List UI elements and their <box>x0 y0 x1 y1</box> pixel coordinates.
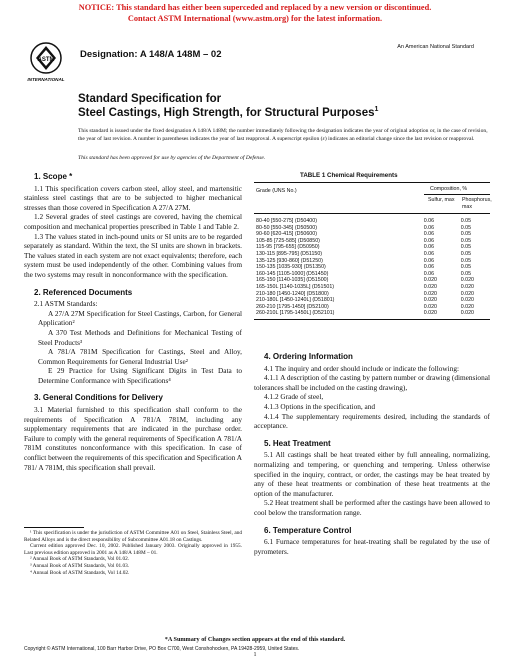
phosphorus-cell: 0.05 <box>460 250 472 257</box>
para-4-1-4: 4.1.4 The supplementary requirements desired, including the standards of acceptance. <box>254 411 490 431</box>
table-1-body <box>254 218 490 317</box>
para-6-1: 6.1 Furnace temperatures for heat-treating shall be regulated by the use of pyrometers. <box>254 537 490 556</box>
table-row <box>254 264 490 271</box>
section-6-heading: 6. Temperature Control <box>264 525 352 535</box>
section-3-heading: 3. General Conditions for Delivery <box>34 393 163 403</box>
sulfur-cell: 0.020 <box>423 283 437 290</box>
phosphorus-cell: 0.05 <box>460 244 472 251</box>
phosphorus-cell: 0.020 <box>460 290 475 297</box>
grade-cell: 130-115 [895-795] (D51150) <box>256 250 323 257</box>
section-2-heading: 2. Referenced Documents <box>34 287 133 297</box>
sulfur-cell: 0.06 <box>423 244 435 251</box>
table-row <box>254 291 490 298</box>
grade-cell: 160-145 [1105-1000] (D51450) <box>256 270 329 277</box>
approved-note: This standard has been approved for use by agencies of the Department of Defense. <box>78 155 266 161</box>
ref-a370: A 370 Test Methods and Definitions for Mechanical Testing of Steel Products³ <box>38 327 242 347</box>
col-grade: Grade (UNS No.) <box>256 188 297 194</box>
col-composition: Composition, % <box>430 186 468 192</box>
table-row <box>254 277 490 284</box>
footnote-1: ¹ This specification is under the jurisdiction of ASTM Committee A01 on Steel, Stainless Steel, and Related Alloys and is the direct responsibility of Subcommittee A01.18 on Castings. <box>24 530 242 543</box>
grade-cell: 165-150 [1140-1035] (D51500) <box>256 277 329 284</box>
phosphorus-cell: 0.020 <box>460 310 475 317</box>
footnote-rule <box>24 527 84 528</box>
para-1-2: 1.2 Several grades of steel castings are covered, having the chemical composition and mechanical properties prescribed in Table 1 and Table 2. <box>24 212 242 231</box>
table-1-header <box>254 183 490 213</box>
para-4-1: 4.1 The inquiry and order should include or indicate the following: <box>264 363 460 373</box>
table-row <box>254 271 490 278</box>
sulfur-cell: 0.06 <box>423 231 435 238</box>
sulfur-cell: 0.06 <box>423 270 435 277</box>
notice-line-2: Contact ASTM International (www.astm.org) for the latest information. <box>127 14 383 23</box>
table-row <box>254 304 490 311</box>
notice-line-1: NOTICE: This standard has either been superceded and replaced by a new version or discontinued. <box>78 3 432 12</box>
para-5-2: 5.2 Heat treatment shall be performed after the castings have been allowed to cool below the transformation range. <box>254 498 490 517</box>
para-5-1: 5.1 All castings shall be heat treated either by full annealing, normalizing, normalizing and tempering, or quenching and tempering. Unless otherwise specified in the inquiry, contract, or order, the castings may be heat treated by any of these heat treatments or combination of these heat treatments at the option of the manufacturer. <box>254 450 490 498</box>
grade-cell: 210-180 [1450-1240] (D51800) <box>256 290 329 297</box>
grade-cell: 90-60 [620-415] (D50600) <box>256 231 317 238</box>
phosphorus-cell: 0.020 <box>460 303 475 310</box>
copyright: Copyright © ASTM International, 100 Barr Harbor Drive, PO Box C700, West Conshohocken, PA 19428-2959, United States. <box>24 646 300 652</box>
grade-cell: 260-210L [1795-1450L] (D52101) <box>256 310 335 317</box>
col-sulfur: Sulfur, max <box>428 197 455 203</box>
table-row <box>254 231 490 238</box>
astm-logo <box>24 40 68 84</box>
phosphorus-cell: 0.05 <box>460 270 472 277</box>
col-phosphorus: Phosphorus, max <box>462 197 492 210</box>
title-footnote-mark: 1 <box>374 106 379 113</box>
sulfur-cell: 0.06 <box>423 264 435 271</box>
sulfur-cell: 0.06 <box>423 224 435 231</box>
footnotes <box>24 530 242 576</box>
title-line-1: Standard Specification for <box>78 93 222 105</box>
sulfur-cell: 0.06 <box>423 257 435 264</box>
page-number: 1 <box>253 652 257 658</box>
sulfur-cell: 0.020 <box>423 277 437 284</box>
para-4-1-1: 4.1.1 A description of the casting by pattern number or drawing (dimensional tolerances shall be included on the casting drawing), <box>254 373 490 392</box>
phosphorus-cell: 0.020 <box>460 283 475 290</box>
phosphorus-cell: 0.020 <box>460 297 475 304</box>
table-row <box>254 284 490 291</box>
logo-international-text: INTERNATIONAL <box>27 77 65 82</box>
table-row <box>254 225 490 232</box>
phosphorus-cell: 0.05 <box>460 264 472 271</box>
section-4-heading: 4. Ordering Information <box>264 352 353 361</box>
designation: Designation: A 148/A 148M – 02 <box>80 49 222 60</box>
sulfur-cell: 0.06 <box>423 218 435 224</box>
table-row <box>254 238 490 245</box>
grade-cell: 105-85 [725-585] (D50850) <box>256 237 320 244</box>
table-row <box>254 297 490 304</box>
phosphorus-cell: 0.05 <box>460 257 472 264</box>
grade-cell: 80-40 [550-275] (D50400) <box>256 218 317 224</box>
phosphorus-cell: 0.05 <box>460 218 472 224</box>
sulfur-cell: 0.06 <box>423 237 435 244</box>
grade-cell: 165-150L [1140-1035L] (D51501) <box>256 283 335 290</box>
para-4-1-2: 4.1.2 Grade of steel, <box>264 392 324 402</box>
footnote-3: ³ Annual Book of ASTM Standards, Vol 01.03. <box>30 562 130 569</box>
footnote-2: ² Annual Book of ASTM Standards, Vol 01.02. <box>30 556 130 563</box>
para-1-1: 1.1 This specification covers carbon steel, alloy steel, and martensitic stainless steel castings that are to be subjected to higher mechanical stresses than those covered in Specification A 27/A 27M. <box>24 183 242 212</box>
ref-e29: E 29 Practice for Using Significant Digits in Test Data to Determine Conformance with Specifications⁴ <box>38 366 242 385</box>
table-row <box>254 218 490 225</box>
sulfur-cell: 0.020 <box>423 303 437 310</box>
ref-a27: A 27/A 27M Specification for Steel Castings, Carbon, for General Application² <box>38 308 242 328</box>
phosphorus-cell: 0.05 <box>460 237 472 244</box>
sulfur-cell: 0.020 <box>423 290 437 297</box>
sulfur-cell: 0.06 <box>423 250 435 257</box>
para-2-1: 2.1 ASTM Standards: <box>34 299 98 309</box>
phosphorus-cell: 0.05 <box>460 224 472 231</box>
grade-cell: 115-95 [795-655] (D50950) <box>256 244 320 251</box>
summary-note: *A Summary of Changes section appears at the end of this standard. <box>164 636 346 643</box>
para-4-1-3: 4.1.3 Options in the specification, and <box>264 401 376 411</box>
left-column <box>24 172 242 472</box>
table-row <box>254 244 490 251</box>
grade-cell: 260-210 [1795-1450] (D52100) <box>256 303 329 310</box>
title-line-2 <box>78 106 378 119</box>
grade-cell: 150-135 [1035-930] (D51350) <box>256 264 326 271</box>
phosphorus-cell: 0.05 <box>460 231 472 238</box>
para-1-3: 1.3 The values stated in inch-pound units or SI units are to be regarded separately as standard. Within the text, the SI units are shown in brackets. The values stated in each system are not exact equivalents; therefore, each system must be used independently of the other. Combining values from the two systems may result in nonconformance with the specification. <box>24 231 242 279</box>
sulfur-cell: 0.020 <box>423 310 437 317</box>
section-5-heading: 5. Heat Treatment <box>264 438 331 448</box>
section-1-heading: 1. Scope * <box>34 172 73 181</box>
grade-cell: 210-180L [1450-1240L] (D51801) <box>256 297 335 304</box>
table-row <box>254 310 490 317</box>
table-row <box>254 251 490 258</box>
footnote-4: ⁴ Annual Book of ASTM Standards, Vol 14.02. <box>30 569 130 576</box>
table-1 <box>254 182 490 320</box>
right-column <box>254 352 490 556</box>
footnote-1-edition: Current edition approved Dec. 10, 2002. Published January 2003. Originally approved in 1955. Last previous edition approved in 2001 as A 148/A 148M – 01. <box>24 543 242 556</box>
para-3-1: 3.1 Material furnished to this specification shall conform to the requirements of Specification A 781/A 781M, including any supplementary requirements that are indicated in the purchase order. Failure to comply with the general requirements of Specification A 781/A 781M constitutes nonconformance with this specification. In case of conflict between the requirements of this specification and Specification A 781/ A 781M, this specification shall prevail. <box>24 405 242 472</box>
svg-text:ASTM: ASTM <box>37 57 55 63</box>
issue-note: This standard is issued under the fixed designation A 148/A 148M; the number immediately following the designation indicates the year of original adoption or, in the case of revision, the year of last revision. A number in parentheses indicates the year of last reapproval. A superscript epsilon (ε) indicates an editorial change since the last revision or reapproval. <box>78 128 488 142</box>
table-1-caption: TABLE 1 Chemical Requirements <box>300 172 398 179</box>
ansi-label: An American National Standard <box>397 44 474 50</box>
grade-cell: 135-125 [930-860] (D51250) <box>256 257 323 264</box>
ref-a781: A 781/A 781M Specification for Castings, Steel and Alloy, Common Requirements for General Industrial Use² <box>38 347 242 366</box>
sulfur-cell: 0.020 <box>423 297 437 304</box>
phosphorus-cell: 0.020 <box>460 277 475 284</box>
title-text: Steel Castings, High Strength, for Structural Purposes <box>78 106 375 119</box>
table-row <box>254 258 490 265</box>
grade-cell: 80-50 [550-345] (D50500) <box>256 224 317 231</box>
